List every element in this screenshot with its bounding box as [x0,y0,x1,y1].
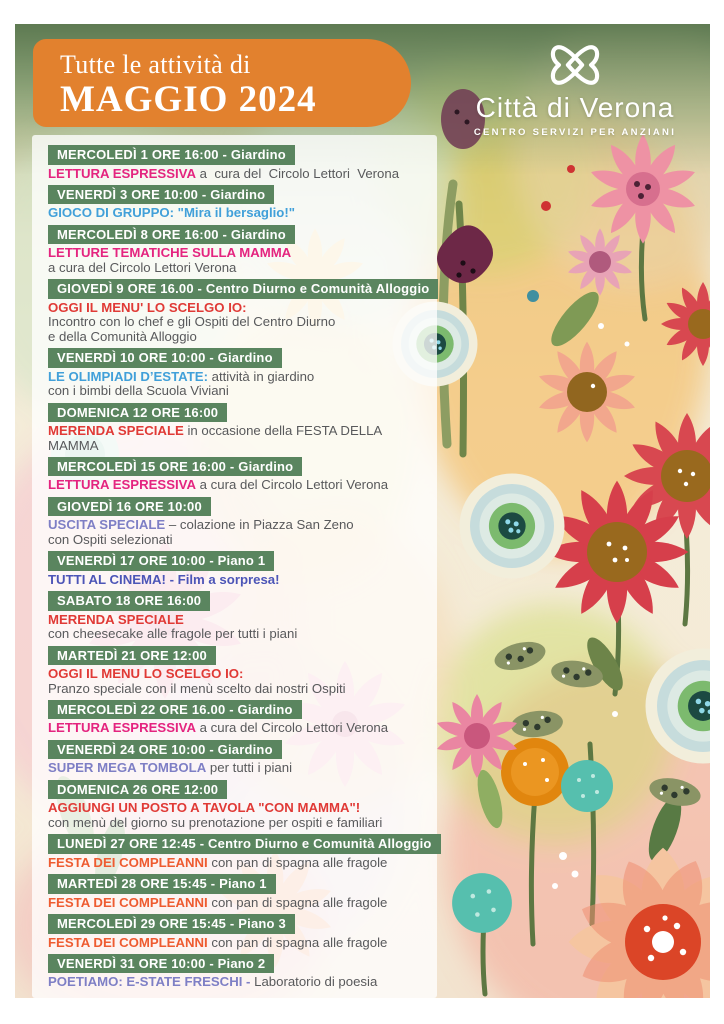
event-line-segment: MERENDA SPECIALE [48,423,184,439]
event-banner: GIOVEDÌ 16 ORE 10:00 [48,497,211,517]
event-banner: GIOVEDÌ 9 ORE 16.00 - Centro Diurno e Comunità Alloggio [48,279,438,299]
event-line [48,533,431,548]
event-banner: VENERDÌ 3 ORE 10:00 - Giardino [48,185,274,205]
event-line-segment: con pan di spagna alle fragole [207,934,388,950]
event-line-segment: per tutti i piani [206,760,293,776]
event-banner: LUNEDÌ 27 ORE 12:45 - Centro Diurno e Comunità Alloggio [48,834,441,854]
event-line-segment: OGGI IL MENU LO SCELGO IO: [48,666,244,682]
event-line-segment: a cura del Circolo Lettori Verona [196,165,400,181]
event-line [48,627,431,642]
event-item [48,225,431,276]
event-item [48,914,431,950]
event-line-segment: Pranzo speciale con il menù scelto dai nostri Ospiti [48,680,346,696]
event-line [48,573,431,588]
event-line [48,613,431,628]
event-line-segment: con i bimbi della Scuola Viviani [48,383,229,399]
event-line [48,301,431,316]
event-line [48,856,431,871]
event-item [48,780,431,831]
event-line-segment: SUPER MEGA TOMBOLA [48,760,207,776]
event-line-segment: USCITA SPECIALE [48,517,166,533]
logo-name: Città di Verona [475,92,675,123]
event-line [48,330,431,345]
event-line-segment: attività in giardino [207,368,315,384]
event-item [48,185,431,221]
events-list [32,135,437,998]
event-banner: DOMENICA 26 ORE 12:00 [48,780,227,800]
event-line [48,384,431,399]
event-line [48,315,431,330]
event-line-segment: POETIAMO: E-STATE FRESCHI - [48,974,251,990]
event-banner: MERCOLEDÌ 22 ORE 16.00 - Giardino [48,700,302,720]
event-banner: VENERDÌ 24 ORE 10:00 - Giardino [48,740,282,760]
event-banner: SABATO 18 ORE 16:00 [48,591,210,611]
event-line-segment: con cheesecake alle fragole per tutti i piani [48,626,298,642]
event-line-segment: FESTA DEI COMPLEANNI [48,894,208,910]
event-item [48,348,431,399]
logo-tagline: CENTRO SERVIZI PER ANZIANI [473,127,677,138]
event-line-segment: FESTA DEI COMPLEANNI [48,854,208,870]
event-item [48,954,431,990]
event-line-segment: AGGIUNGI UN POSTO A TAVOLA "CON MAMMA"! [48,800,361,816]
event-banner: MERCOLEDÌ 1 ORE 16:00 - Giardino [48,145,295,165]
event-line-segment: con Ospiti selezionati [48,531,173,547]
event-line-segment: con pan di spagna alle fragole [207,894,388,910]
event-line [48,478,431,493]
event-line-segment: a cura del Circolo Lettori Verona [48,259,237,275]
event-line-segment: LETTURE TEMATICHE SULLA MAMMA [48,245,292,261]
event-line [48,682,431,697]
event-line [48,370,431,385]
event-item [48,700,431,736]
event-item [48,740,431,776]
event-banner: VENERDÌ 31 ORE 10:00 - Piano 2 [48,954,274,974]
event-banner: MERCOLEDÌ 15 ORE 16:00 - Giardino [48,457,302,477]
event-banner: VENERDÌ 17 ORE 10:00 - Piano 1 [48,551,274,571]
event-banner: MARTEDÌ 21 ORE 12:00 [48,646,216,666]
event-line-segment: LETTURA ESPRESSIVA [48,477,197,493]
event-line-segment: a cura del Circolo Lettori Verona [196,477,389,493]
event-line-segment: con pan di spagna alle fragole [207,854,388,870]
event-banner: VENERDÌ 10 ORE 10:00 - Giardino [48,348,282,368]
event-item [48,591,431,642]
event-line [48,667,431,682]
event-line [48,261,431,276]
event-line [48,424,431,453]
event-line-segment: OGGI IL MENU' LO SCELGO IO: [48,299,247,315]
poster-artwork-area [15,24,710,998]
event-item [48,646,431,697]
event-line-segment: LETTURA ESPRESSIVA [48,720,197,736]
event-banner: MERCOLEDÌ 29 ORE 15:45 - Piano 3 [48,914,295,934]
event-line-segment: FESTA DEI COMPLEANNI [48,934,208,950]
event-line [48,816,431,831]
event-line-segment: a cura del Circolo Lettori Verona [196,720,389,736]
title-banner [33,39,411,127]
event-line-segment: Incontro con lo chef e gli Ospiti del Centro Diurno [48,314,336,330]
event-line [48,936,431,951]
event-line-segment: e della Comunità Alloggio [48,328,197,344]
event-line [48,167,431,182]
logo [453,40,697,138]
event-item [48,145,431,181]
clover-knot-icon [546,40,604,90]
event-line-segment: LE OLIMPIADI D’ESTATE: [48,368,208,384]
event-line [48,801,431,816]
event-item [48,497,431,548]
event-item [48,834,431,870]
event-line-segment: in occasione della FESTA DELLA MAMMA [48,423,386,453]
event-line [48,518,431,533]
event-line-segment: – colazione in Piazza San Zeno [165,517,354,533]
event-line-segment: LETTURA ESPRESSIVA [48,165,197,181]
event-line-segment: con menù del giorno su prenotazione per ospiti e familiari [48,814,383,830]
event-item [48,551,431,587]
event-item [48,457,431,493]
event-line-segment: Laboratorio di poesia [250,974,378,990]
event-line [48,975,431,990]
event-line [48,246,431,261]
event-line-segment: MERENDA SPECIALE [48,611,184,627]
event-item [48,874,431,910]
event-item [48,279,431,344]
event-line [48,896,431,911]
title-line2: MAGGIO 2024 [60,79,317,120]
title-line1: Tutte le attività di [60,50,251,79]
event-line [48,761,431,776]
event-banner: MARTEDÌ 28 ORE 15:45 - Piano 1 [48,874,276,894]
event-line [48,721,431,736]
event-banner: DOMENICA 12 ORE 16:00 [48,403,227,423]
event-banner: MERCOLEDÌ 8 ORE 16:00 - Giardino [48,225,295,245]
event-line-segment: GIOCO DI GRUPPO: "Mira il bersaglio!" [48,205,295,221]
event-line-segment: TUTTI AL CINEMA! - Film a sorpresa! [48,571,280,587]
event-item [48,403,431,454]
event-line [48,206,431,221]
